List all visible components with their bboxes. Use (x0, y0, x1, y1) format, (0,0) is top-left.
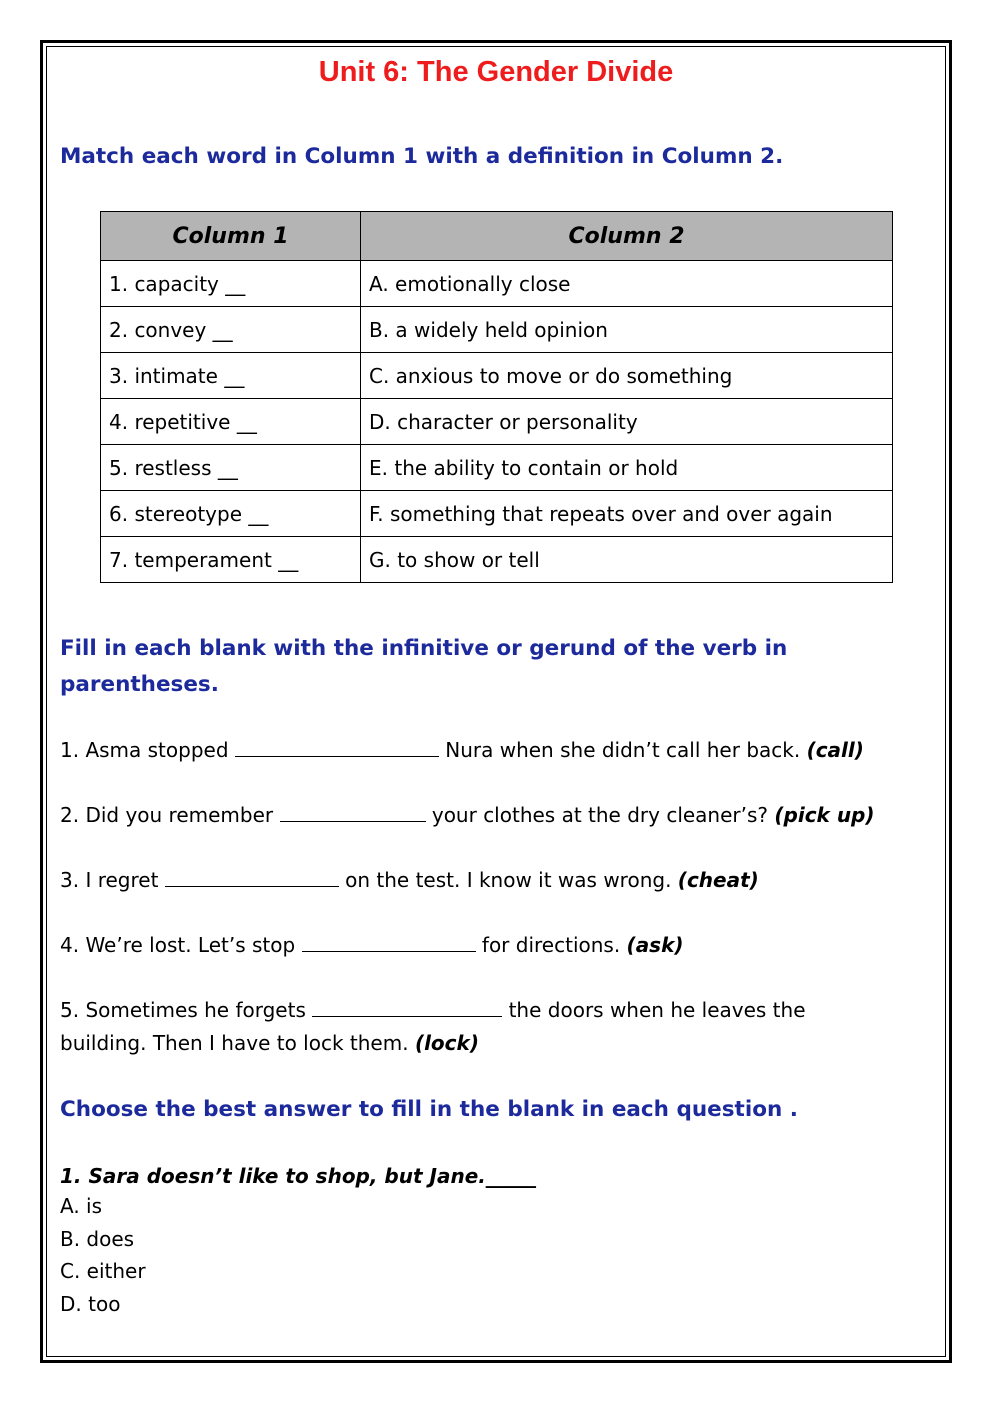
fill-item-text: 4. We’re lost. Let’s stop (60, 933, 296, 957)
column-2-header: Column 2 (361, 212, 893, 261)
word-cell: 6. stereotype __ (101, 491, 361, 537)
verb-hint: (lock) (414, 1031, 479, 1055)
answer-blank[interactable] (235, 736, 439, 757)
word-cell: 5. restless __ (101, 445, 361, 491)
definition-cell: G. to show or tell (361, 537, 893, 583)
mc-question (60, 1160, 940, 1193)
definition-cell: F. something that repeats over and over again (361, 491, 893, 537)
page-title: Unit 6: The Gender Divide (318, 56, 674, 88)
word-cell: 7. temperament __ (101, 537, 361, 583)
fill-item-3 (60, 864, 940, 897)
answer-blank[interactable] (165, 866, 339, 887)
table-row (101, 537, 893, 583)
fill-item-4 (60, 929, 940, 962)
verb-hint: (ask) (626, 933, 684, 957)
table-row (101, 261, 893, 307)
fill-item-text: 3. I regret (60, 868, 159, 892)
question-text: 1. Sara doesn’t like to shop, but Jane. (60, 1164, 486, 1188)
fill-item-2 (60, 799, 940, 832)
table-row (101, 445, 893, 491)
fill-item-text: your clothes at the dry cleaner’s? (431, 803, 769, 827)
definition-cell: A. emotionally close (361, 261, 893, 307)
option-d[interactable]: D. too (60, 1292, 121, 1316)
table-header-row (101, 212, 893, 261)
fill-item-text: building. Then I have to lock them. (60, 1031, 409, 1055)
answer-blank[interactable] (302, 931, 476, 952)
answer-blank[interactable] (312, 996, 502, 1017)
fill-item-text: 5. Sometimes he forgets (60, 998, 306, 1022)
table-row (101, 353, 893, 399)
fill-item-text: 2. Did you remember (60, 803, 274, 827)
verb-hint: (call) (806, 738, 864, 762)
definition-cell: E. the ability to contain or hold (361, 445, 893, 491)
table-row (101, 491, 893, 537)
table-row (101, 399, 893, 445)
matching-table (100, 211, 893, 583)
word-cell: 3. intimate __ (101, 353, 361, 399)
fill-item-text: 1. Asma stopped (60, 738, 229, 762)
fill-item-text: Nura when she didn’t call her back. (445, 738, 801, 762)
option-c[interactable]: C. either (60, 1259, 146, 1283)
definition-cell: D. character or personality (361, 399, 893, 445)
fill-item-text: on the test. I know it was wrong. (345, 868, 672, 892)
option-a[interactable]: A. is (60, 1194, 103, 1218)
word-cell: 1. capacity __ (101, 261, 361, 307)
verb-hint: (cheat) (677, 868, 759, 892)
section3-instruction: Choose the best answer to fill in the blank in each question . (60, 1097, 798, 1122)
verb-hint: (pick up) (774, 803, 875, 827)
word-cell: 4. repetitive __ (101, 399, 361, 445)
fill-item-1 (60, 734, 940, 767)
definition-cell: C. anxious to move or do something (361, 353, 893, 399)
option-b[interactable]: B. does (60, 1227, 135, 1251)
fill-item-text: for directions. (481, 933, 621, 957)
definition-cell: B. a widely held opinion (361, 307, 893, 353)
column-1-header: Column 1 (101, 212, 361, 261)
section2-instruction: Fill in each blank with the infinitive or gerund of the verb in parentheses. (60, 636, 788, 697)
fill-item-text: the doors when he leaves the (508, 998, 806, 1022)
section1-instruction: Match each word in Column 1 with a definition in Column 2. (60, 144, 784, 169)
table-row (101, 307, 893, 353)
question-blank: _____ (485, 1164, 536, 1188)
word-cell: 2. convey __ (101, 307, 361, 353)
fill-item-5 (60, 994, 940, 1060)
answer-blank[interactable] (280, 801, 426, 822)
